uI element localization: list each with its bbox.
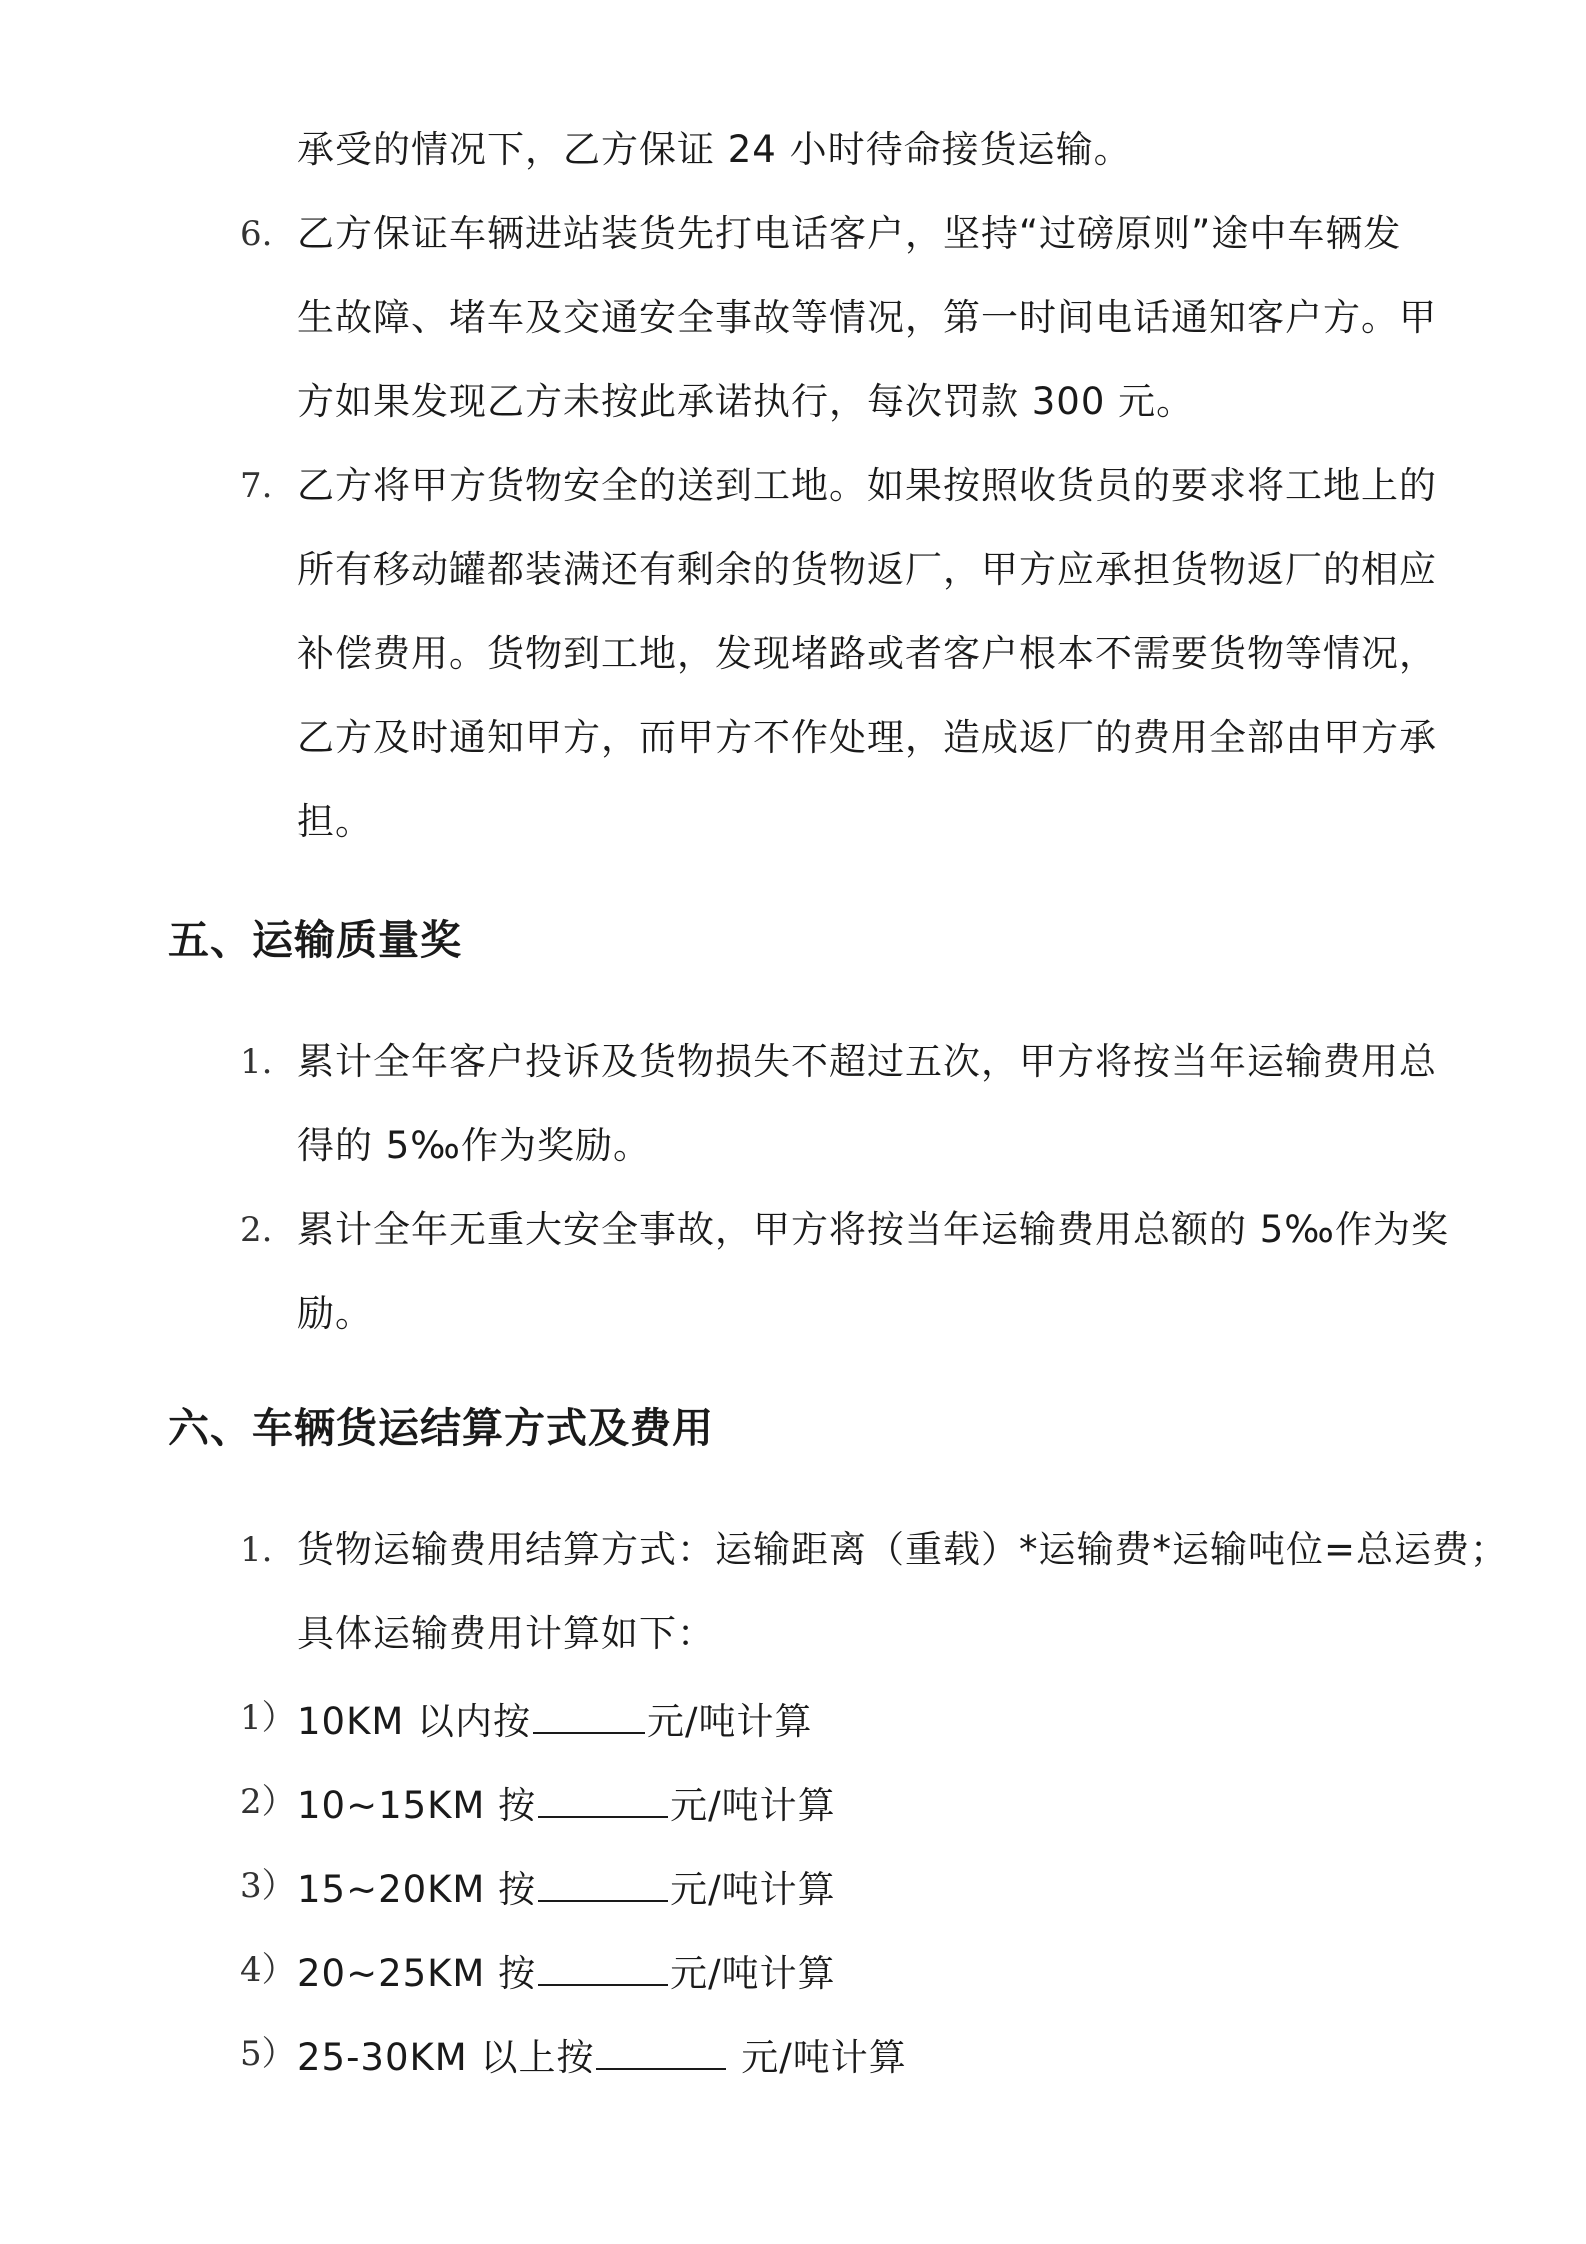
rate-prefix: 15~20KM 按 [297,1868,537,1911]
rate-prefix: 10~15KM 按 [297,1784,537,1827]
rate-row [297,1946,836,1998]
rate-suffix: 元/吨计算 [670,1784,836,1827]
section6-heading: 六、车辆货运结算方式及费用 [168,1404,714,1452]
item7-line4: 乙方及时通知甲方，而甲方不作处理，造成返厂的费用全部由甲方承 [297,716,1437,759]
rate-row [297,1778,836,1830]
list-number: 1. [240,1042,273,1082]
rate-prefix: 20~25KM 按 [297,1952,537,1995]
rate-prefix: 25-30KM 以上按 [297,2036,595,2079]
list-number: 2. [240,1210,273,1250]
item7-line1: 乙方将甲方货物安全的送到工地。如果按照收货员的要求将工地上的 [297,464,1437,507]
list-number: 6. [240,214,273,254]
section6-item1-line2: 具体运输费用计算如下： [297,1612,715,1655]
rate-number: 5） [240,2034,296,2074]
item7-line3: 补偿费用。货物到工地，发现堵路或者客户根本不需要货物等情况， [297,632,1437,675]
fill-in-blank[interactable] [533,1694,645,1734]
rate-row [297,1694,813,1746]
section5-heading: 五、运输质量奖 [168,916,462,964]
rate-suffix: 元/吨计算 [741,2036,907,2079]
rate-row [297,1862,836,1914]
item7-line5: 担。 [297,800,373,843]
rate-suffix: 元/吨计算 [670,1868,836,1911]
rate-number: 2） [240,1782,296,1822]
rate-prefix: 10KM 以内按 [297,1700,532,1743]
rate-row [297,2030,907,2082]
fill-in-blank[interactable] [538,1946,668,1986]
rate-suffix: 元/吨计算 [647,1700,813,1743]
fill-in-blank[interactable] [538,1778,668,1818]
item7-line2: 所有移动罐都装满还有剩余的货物返厂，甲方应承担货物返厂的相应 [297,548,1437,591]
fill-in-blank[interactable] [596,2030,726,2070]
rate-number: 3） [240,1866,296,1906]
section6-item1-line1: 货物运输费用结算方式：运输距离（重载）*运输费*运输吨位=总运费； [297,1528,1509,1571]
rate-suffix: 元/吨计算 [670,1952,836,1995]
section5-item1-line1: 累计全年客户投诉及货物损失不超过五次，甲方将按当年运输费用总 [297,1040,1437,1083]
rate-number: 4） [240,1950,296,1990]
section5-item2-line2: 励。 [297,1292,373,1335]
item6-line3: 方如果发现乙方未按此承诺执行，每次罚款 300 元。 [297,380,1195,423]
list-number: 1. [240,1530,273,1570]
list-number: 7. [240,466,273,506]
item6-line1: 乙方保证车辆进站装货先打电话客户，坚持“过磅原则”途中车辆发 [297,212,1402,255]
item6-line2: 生故障、堵车及交通安全事故等情况，第一时间电话通知客户方。甲 [297,296,1437,339]
section5-item2-line1: 累计全年无重大安全事故，甲方将按当年运输费用总额的 5‰作为奖 [297,1208,1449,1251]
fill-in-blank[interactable] [538,1862,668,1902]
item5-tail-line: 承受的情况下，乙方保证 24 小时待命接货运输。 [297,128,1132,171]
rate-number: 1） [240,1698,296,1738]
section5-item1-line2: 得的 5‰作为奖励。 [297,1124,651,1167]
